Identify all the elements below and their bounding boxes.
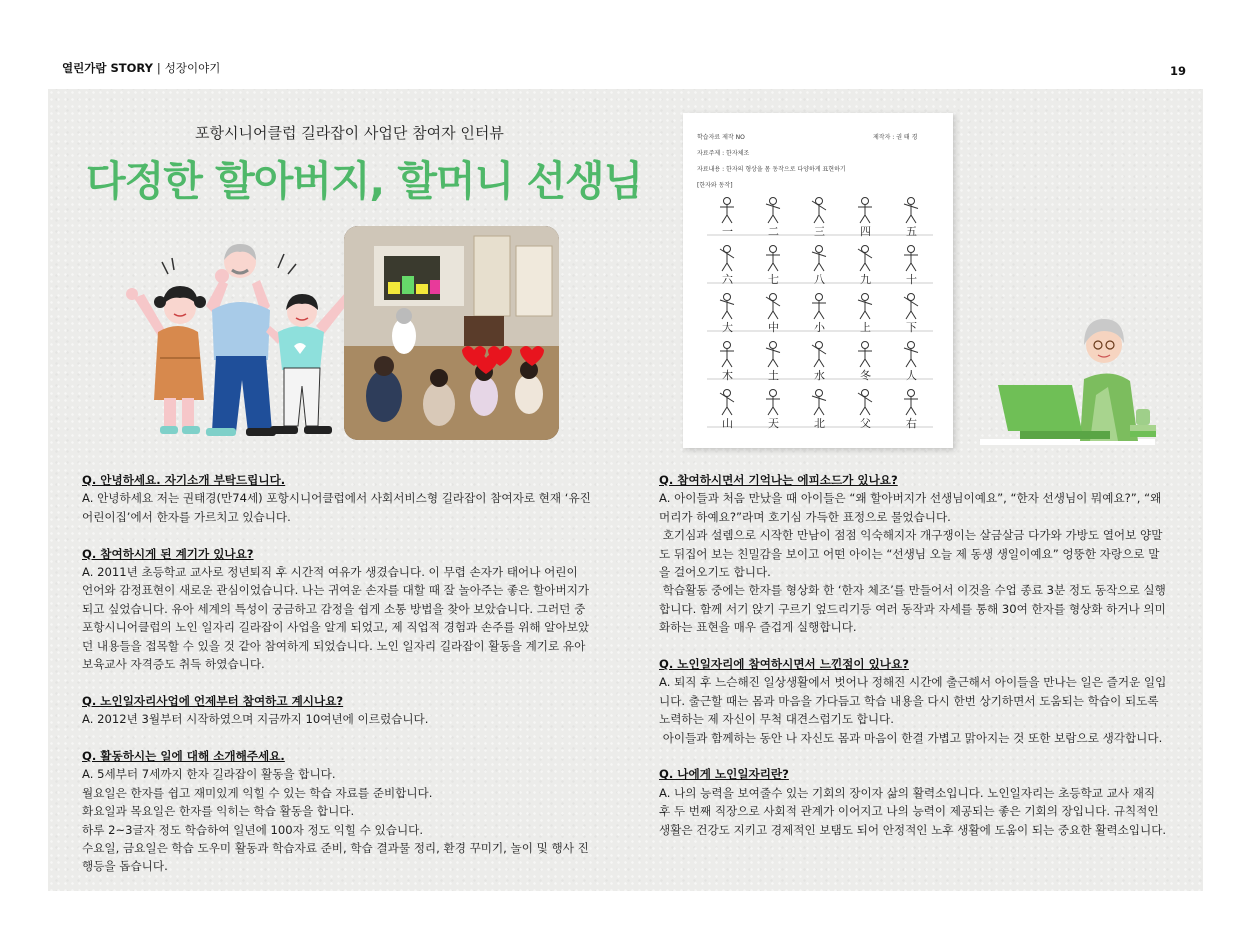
- hanja-character: 八: [814, 273, 825, 286]
- hanja-character: 天: [768, 417, 779, 430]
- worksheet-topic: 자료주제 : 한자체조: [697, 150, 750, 157]
- worksheet-image: [683, 113, 953, 448]
- stick-figure: [812, 246, 826, 272]
- stick-figure: [904, 342, 918, 368]
- hanja-character: 九: [860, 273, 871, 286]
- stick-figure: [766, 390, 780, 416]
- answer-paragraph: A. 2011년 초등학교 교사로 정년퇴직 후 시간적 여유가 생겼습니다. 이 무렵 손자가 태어나 어린이 언어와 감정표현이 새로운 관심이었습니다. 나는 귀여운 손자를 대할 때 잘 놀아주는 좋은 할아버지가 되고 싶었습니다. 유아 세계의 특성이 궁금하고 감정을 쉽게 소통 방법을 찾아 보았습니다. 그러던 중 포항시니어클럽의 노인 일자리 길라잡이 사업을 알게 되었고, 제 직업적 경험과 손주를 위해 알아보았던 내용들을 접목할 수 있을 것 같아 참여하게 되었습니다. 노인 일자리 길라잡이 활동을 계기로 유아 보육교사 자격증도 취득 하였습니다.: [82, 565, 593, 672]
- stick-figure: [904, 246, 918, 272]
- stick-figure: [904, 390, 918, 416]
- stick-figure: [766, 246, 780, 272]
- question-heading: Q. 노인일자리사업에 언제부터 참여하고 계시나요?: [82, 693, 344, 708]
- hanja-character: 一: [722, 225, 733, 238]
- answer-paragraph: 아이들과 함께하는 동안 나 자신도 몸과 마음이 한결 가볍고 맑아지는 것 또한 보람으로 생각합니다.: [659, 730, 1163, 745]
- worksheet-label-left: 학습자료 제작 NO: [697, 134, 745, 141]
- answer-paragraph: 월요일은 한자를 쉽고 재미있게 익힐 수 있는 학습 자료를 준비합니다.: [82, 785, 433, 800]
- question-heading: Q. 참여하시면서 기억나는 에피소드가 있나요?: [659, 473, 898, 487]
- answer-paragraph: 화요일과 목요일은 한자를 익히는 학습 활동을 합니다.: [82, 804, 355, 819]
- article-subtitle: 포항시니어클럽 길라잡이 사업단 참여자 인터뷰: [195, 124, 504, 142]
- teacher-illustration: [980, 315, 1160, 450]
- hanja-character: 人: [906, 369, 917, 382]
- stick-figure: [812, 390, 826, 416]
- page-number: 19: [1169, 64, 1186, 78]
- right-interview-column: [659, 471, 1169, 857]
- qa-block: [82, 692, 592, 729]
- stick-figure: [720, 342, 734, 368]
- worksheet-label-right: 제작자 : 권 태 경: [873, 134, 918, 141]
- worksheet-character-grid: [707, 198, 933, 431]
- qa-block: [659, 471, 1169, 637]
- hanja-character: 水: [814, 369, 825, 382]
- hanja-character: 小: [814, 321, 825, 334]
- qa-block: [659, 655, 1169, 747]
- running-header: [62, 60, 220, 76]
- hanja-character: 二: [768, 225, 779, 238]
- hanja-character: 大: [722, 321, 733, 334]
- stick-figure: [720, 294, 734, 320]
- hanja-character: 北: [814, 417, 825, 430]
- answer-paragraph: 학습활동 중에는 한자를 형상화 한 ‘한자 체조’를 만들어서 이것을 수업 종료 3분 정도 동작으로 실행합니다. 함께 서기 앉기 구르기 엎드리기등 여러 동작과 자세를 통해 30여 한자를 형상화 하거나 의미화하는 표현을 매우 즐겁게 실행합니다.: [659, 583, 1166, 635]
- stick-figure: [812, 342, 826, 368]
- hanja-character: 上: [860, 321, 871, 334]
- hanja-character: 木: [722, 369, 733, 382]
- answer-paragraph: A. 안녕하세요 저는 권태경(만74세) 포항시니어클럽에서 사회서비스형 길라잡이 참여자로 현재 ‘유진어린이집’에서 한자를 가르치고 있습니다.: [82, 491, 591, 524]
- stick-figure: [904, 198, 918, 224]
- hanja-character: 七: [768, 273, 779, 286]
- stick-figure: [904, 294, 918, 320]
- stick-figure: [858, 342, 872, 368]
- stick-figure: [858, 390, 872, 416]
- stick-figure: [766, 198, 780, 224]
- worksheet-content: 자료내용 : 한자의 형상을 몸 동작으로 다양하게 표현하기: [697, 166, 846, 173]
- magazine-name: 열린가람 STORY: [62, 61, 153, 75]
- answer-paragraph: A. 나의 능력을 보여줄수 있는 기회의 장이자 삶의 활력소입니다. 노인일자리는 초등학교 교사 재직 후 두 번째 직장으로 사회적 관계가 이어지고 나의 능력이 제공되는 좋은 기회의 장입니다. 규칙적인 생활은 건강도 지키고 경제적인 보탬도 되어 안정적인 노후 생활에 도움이 되는 중요한 활력소입니다.: [659, 785, 1167, 837]
- qa-block: [82, 747, 592, 876]
- hanja-character: 四: [860, 225, 871, 238]
- answer-paragraph: A. 2012년 3월부터 시작하였으며 지금까지 10여년에 이르렀습니다.: [82, 712, 429, 727]
- stick-figure: [858, 198, 872, 224]
- hanja-character: 父: [860, 417, 871, 430]
- hanja-character: 中: [768, 321, 779, 334]
- answer-paragraph: 수요일, 금요일은 학습 도우미 활동과 학습자료 준비, 학습 결과물 정리, 환경 꾸미기, 놀이 및 행사 진행등을 돕습니다.: [82, 841, 589, 874]
- answer-paragraph: A. 퇴직 후 느슨해진 일상생활에서 벗어나 정해진 시간에 출근해서 아이들을 만나는 일은 즐거운 일입니다. 출근할 때는 몸과 마음을 가다듬고 학습 내용을 다시 한번 상기하면서 도움되는 학습이 되도록 노력하는 제 자신이 무척 대견스럽기도 합니다.: [659, 675, 1167, 727]
- stick-figure: [812, 198, 826, 224]
- answer-paragraph: A. 5세부터 7세까지 한자 길라잡이 활동을 합니다.: [82, 767, 336, 782]
- hanja-character: 山: [722, 417, 733, 430]
- stick-figure: [858, 246, 872, 272]
- worksheet-drawing: [683, 113, 953, 448]
- girl-figure: [126, 286, 206, 434]
- hanja-character: 下: [906, 321, 917, 334]
- family-illustration: [120, 240, 360, 442]
- question-heading: Q. 나에게 노인일자리란?: [659, 767, 789, 782]
- answer-paragraph: 호기심과 설렘으로 시작한 만남이 점점 익숙해지자 개구쟁이는 살금살금 다가와 가방도 열어보 양말도 뒤집어 보는 친밀감을 보이고 어떤 아이는 “선생님 오늘 제 동생 생일이예요” 엉뚱한 자랑으로 말을 걸어오기도 합니다.: [659, 528, 1163, 580]
- cup-icon: [1136, 409, 1150, 425]
- stick-figure: [720, 198, 734, 224]
- stick-figure: [858, 294, 872, 320]
- question-heading: Q. 안녕하세요. 자기소개 부탁드립니다.: [82, 473, 286, 487]
- question-heading: Q. 참여하시게 된 계기가 있나요?: [82, 546, 254, 561]
- hanja-character: 土: [768, 369, 779, 382]
- classroom-photo: [344, 226, 559, 440]
- qa-block: [659, 765, 1169, 839]
- hanja-character: 六: [722, 273, 733, 286]
- section-name: 성장이야기: [164, 61, 221, 75]
- hanja-character: 右: [906, 417, 917, 430]
- book-icon: [1130, 425, 1156, 431]
- question-heading: Q. 노인일자리에 참여하시면서 느낀점이 있나요?: [659, 657, 909, 672]
- answer-paragraph: 하루 2~3글자 정도 학습하여 일년에 100자 정도 익힐 수 있습니다.: [82, 822, 424, 837]
- classroom-photo-drawing: [344, 226, 559, 440]
- question-heading: Q. 활동하시는 일에 대해 소개해주세요.: [82, 749, 285, 764]
- hanja-character: 五: [906, 225, 917, 238]
- grandfather-figure: [206, 244, 276, 436]
- hanja-character: 冬: [860, 369, 871, 382]
- hanja-character: 十: [906, 273, 917, 286]
- hanja-character: 三: [814, 225, 825, 238]
- header-separator: |: [156, 61, 161, 75]
- worksheet-section: [한자와 동작]: [697, 182, 733, 189]
- stick-figure: [766, 294, 780, 320]
- qa-block: [82, 545, 592, 674]
- answer-paragraph: A. 아이들과 처음 만났을 때 아이들은 “왜 할아버지가 선생님이예요”, “한자 선생님이 뭐예요?”, “왜 머리가 하예요?”라며 호기심 가득한 표정으로 물었습니다.: [659, 491, 1166, 524]
- qa-block: [82, 471, 592, 526]
- stick-figure: [812, 294, 826, 320]
- stick-figure: [720, 390, 734, 416]
- boy-figure: [266, 286, 356, 434]
- stick-figure: [766, 342, 780, 368]
- stick-figure: [720, 246, 734, 272]
- article-title: 다정한 할아버지, 할머니 선생님: [86, 157, 643, 205]
- left-interview-column: [82, 471, 592, 894]
